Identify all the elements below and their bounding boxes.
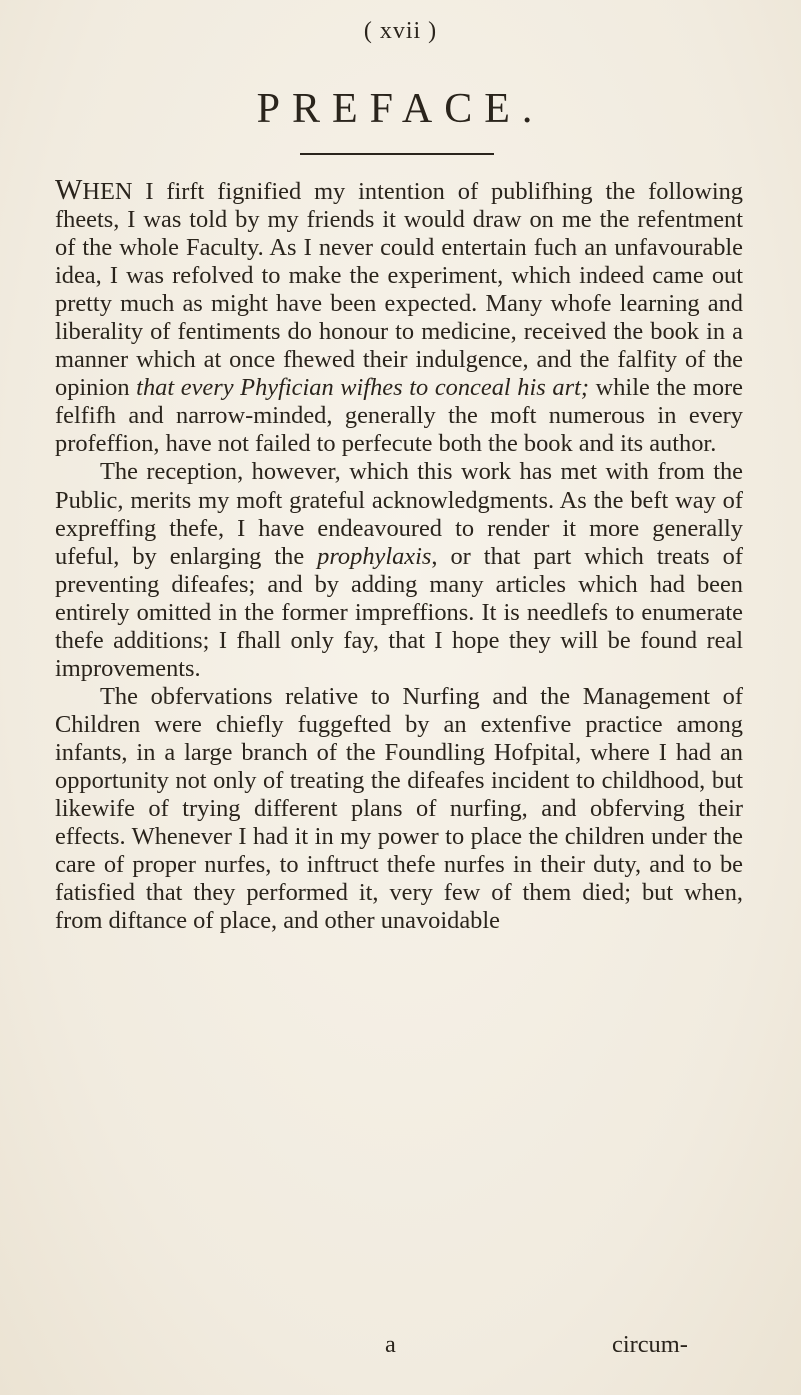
paragraph-3: The obfervations relative to Nurfing and the Management of Children were chiefly fuggefted by an extenfive practice among infants, in a large branch of the Foundling Hofpital, where I had an opportunity not only of treating the difeafes incident to childhood, but likewife of trying different plans of nurfing, and obferving their effects. Whenever I had it in my power to place the children under the care of proper nurfes, to inftruct thefe nurfes in their duty, and to be fatisfied that they performed it, very few of them died; but when, from diftance of place, and other unavoidable: [55, 682, 743, 935]
page-footer: [0, 1331, 801, 1365]
paragraph-1-end: while the more felfifh and narrow-minded, generally the moft numerous in every profeffion, have not failed to perfecute both the book and its author.: [55, 374, 743, 458]
signature-mark: a: [385, 1331, 396, 1358]
paragraph-2: [55, 458, 743, 682]
paragraph-2-italic: prophylaxis: [317, 542, 432, 570]
paragraph-1-text: HEN I firft fignified my intention of publifhing the following fheets, I was told by my friends it would draw on me the refentment of the whole Faculty. As I never could entertain fuch an unfavourable idea, I was refolved to make the experiment, which indeed came out pretty much as might have been expected. Many whofe learning and liberality of fentiments do honour to medicine, received the book in a manner which at once fhewed their indulgence, and the falfity of the opinion: [55, 178, 743, 402]
paragraph-1: [55, 176, 743, 458]
title-rule: [300, 153, 494, 155]
page-title: PREFACE.: [256, 86, 545, 132]
paragraph-1-italic: that every Phyfician wifhes to conceal his art;: [136, 374, 589, 402]
catchword: circum-: [612, 1331, 688, 1358]
body-text: [55, 176, 743, 935]
paragraph-2-end: , or that part which treats of preventing difeafes; and by adding many articles which had been entirely omitted in the former impreffions. It is needlefs to enumerate thefe additions; I fhall only fay, that I hope they will be found real improvements.: [55, 542, 743, 682]
drop-cap: W: [55, 174, 83, 206]
page-folio: ( xvii ): [363, 18, 438, 44]
paragraph-2-text: The reception, however, which this work has met with from the Public, merits my moft grateful acknowledgments. As the beft way of expreffing thefe, I have endeavoured to render it more generally ufeful, by enlarging the: [55, 458, 743, 570]
